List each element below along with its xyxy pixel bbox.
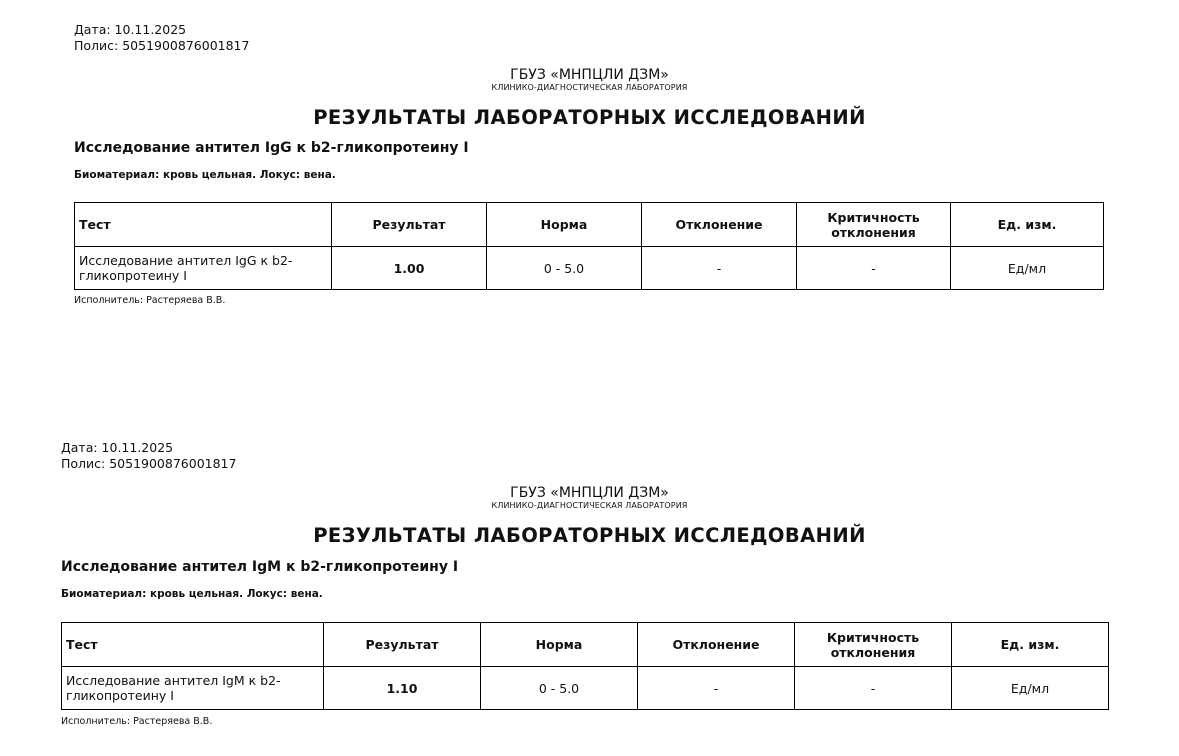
header-deviation: Отклонение (638, 623, 795, 667)
report-title: РЕЗУЛЬТАТЫ ЛАБОРАТОРНЫХ ИССЛЕДОВАНИЙ (313, 524, 866, 547)
report-date: Дата: 10.11.2025 (61, 440, 174, 455)
header-norm: Норма (481, 623, 638, 667)
organization-subtitle: КЛИНИКО-ДИАГНОСТИЧЕСКАЯ ЛАБОРАТОРИЯ (491, 83, 688, 92)
biomaterial-info: Биоматериал: кровь цельная. Локус: вена. (61, 588, 323, 600)
results-table (74, 202, 1104, 290)
cell-test-line2: гликопротеину I (79, 268, 187, 283)
cell-result: 1.00 (332, 247, 487, 290)
cell-unit: Ед/мл (952, 667, 1109, 710)
results-table (61, 622, 1109, 710)
policy-number: Полис: 5051900876001817 (61, 456, 237, 471)
cell-result: 1.10 (324, 667, 481, 710)
cell-unit: Ед/мл (951, 247, 1104, 290)
cell-test (62, 667, 324, 710)
header-criticality-line2: отклонения (830, 644, 916, 660)
table-row (75, 247, 1104, 290)
organization-subtitle: КЛИНИКО-ДИАГНОСТИЧЕСКАЯ ЛАБОРАТОРИЯ (491, 501, 688, 510)
header-criticality-line1: Критичность (827, 209, 920, 225)
header-unit: Ед. изм. (951, 203, 1104, 247)
header-criticality-line2: отклонения (831, 224, 916, 240)
header-test: Тест (62, 623, 324, 667)
header-deviation: Отклонение (642, 203, 797, 247)
header-test: Тест (75, 203, 332, 247)
header-norm: Норма (487, 203, 642, 247)
organization-name: ГБУЗ «МНПЦЛИ ДЗМ» (510, 485, 669, 501)
policy-number: Полис: 5051900876001817 (74, 38, 250, 53)
performer-info: Исполнитель: Растеряева В.В. (74, 295, 226, 306)
header-result: Результат (324, 623, 481, 667)
cell-norm: 0 - 5.0 (487, 247, 642, 290)
header-result: Результат (332, 203, 487, 247)
organization-header (0, 485, 1179, 511)
report-title: РЕЗУЛЬТАТЫ ЛАБОРАТОРНЫХ ИССЛЕДОВАНИЙ (313, 106, 866, 129)
organization-name: ГБУЗ «МНПЦЛИ ДЗМ» (510, 67, 669, 83)
organization-header (0, 67, 1179, 93)
study-title: Исследование антител IgG к b2-гликопротеину I (74, 140, 469, 156)
performer-info: Исполнитель: Растеряева В.В. (61, 716, 213, 727)
biomaterial-info: Биоматериал: кровь цельная. Локус: вена. (74, 169, 336, 181)
cell-criticality: - (797, 247, 951, 290)
cell-norm: 0 - 5.0 (481, 667, 638, 710)
cell-criticality: - (795, 667, 952, 710)
header-criticality-line1: Критичность (826, 629, 920, 645)
cell-test-line1: Исследование антител IgG к b2- (79, 253, 293, 268)
table-row (62, 667, 1109, 710)
cell-test (75, 247, 332, 290)
table-header-row (62, 623, 1109, 667)
table-header-row (75, 203, 1104, 247)
cell-deviation: - (638, 667, 795, 710)
header-criticality (797, 203, 951, 247)
header-unit: Ед. изм. (952, 623, 1109, 667)
report-meta (74, 22, 249, 54)
study-title: Исследование антител IgM к b2-гликопротеину I (61, 559, 459, 575)
cell-test-line1: Исследование антител IgM к b2- (66, 673, 281, 688)
cell-test-line2: гликопротеину I (66, 688, 174, 703)
report-date: Дата: 10.11.2025 (74, 22, 187, 37)
report-meta (61, 440, 236, 472)
header-criticality (795, 623, 952, 667)
cell-deviation: - (642, 247, 797, 290)
